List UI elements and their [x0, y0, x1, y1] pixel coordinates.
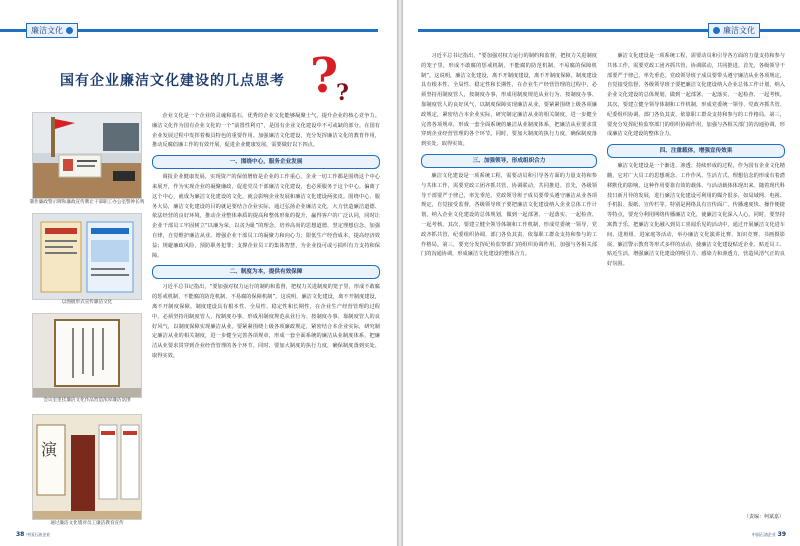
section-dot-icon — [713, 27, 720, 34]
svg-text:?: ? — [310, 48, 339, 103]
right-page-number: 39 — [777, 531, 786, 538]
photo-caption-3: 会议室里挂廉洁文化作品营造浓厚廉洁氛围 — [43, 398, 131, 403]
article-title: 国有企业廉洁文化建设的几点思考 — [60, 73, 285, 89]
section-heading-4: 四、注重载体，增强宣传效果 — [607, 144, 785, 158]
right-page — [403, 0, 800, 546]
photo-caption-2: 以图板形式宣传廉洁文化 — [61, 300, 113, 305]
left-folio — [16, 531, 50, 538]
section-heading-2: 二、制度为本，提供有效保障 — [152, 265, 380, 279]
section-body-2-continued: 习近平总书记指出，“要加强对权力运行的制约和监督，把权力关进制度的笼子里，形成不敢腐的惩戒机制、不能腐的防范机制、不易腐的保障机制”。这说明，廉洁文化建设，离不开制度建设，离不开制度保障。制度建设具有根本性、全局性、稳定性和长期性，在企业生产经营管理的过程中，必须坚持用制度管人，按制度办事，形成用制度规范从业行为、按制度办事、靠制度管人的良好风气，以制度保障实现廉洁从业。要紧紧围绕上级各项廉政规定，紧密结合本企业实际，研究制定廉洁从业的相关制度，进一步健全完善各项规章，形成一套全面系统的廉洁从业制度体系，把廉洁从业要求贯穿到企业经营管理的各个环节。同时，要加大制度的执行力度，确保制度落到实处、取得实效。 — [421, 53, 597, 148]
photo-caption-4: 通过廉洁文化墙对员工廉洁教育宣传 — [50, 521, 124, 526]
right-folio — [752, 531, 786, 538]
section-heading-3: 三、加强领导，形成组织合力 — [421, 154, 597, 168]
svg-text:演: 演 — [41, 440, 58, 459]
svg-text:?: ? — [336, 80, 349, 103]
left-folio-mark: 中国石油企业 — [26, 532, 51, 537]
left-page-header — [0, 22, 378, 39]
left-text-column — [152, 112, 380, 532]
photo-culture-wall — [32, 414, 142, 520]
section-heading-1: 一、围绕中心，服务企业发展 — [152, 155, 380, 169]
photo-calligraphy-frame — [32, 313, 142, 398]
section-body-1: 调报企业健康发展，实现资产的保值增值是企业的工作重心。企业一切工作都是围绕这个中心来展开，作为实现企业的凝聚廉政，促进党员干部廉洁文化建设，也必须服务于这个中心。偏离了这个中心，就成为廉洁文化建设的文化，就会影响企业发展和廉洁文化建设两张皮。围绕中心，服务大局，廉洁文化建设的目的就是要结合企业实际，通过弘扬企业廉洁文化，大力营造廉洁道德、依法经营的良好环境，推动企业整体素质的提高和整体形象的提升，赢得客户的广泛认同，同时让企业干部员工牢固树立“以廉为荣，以贪为耻”的理念，培养高尚的思想道德，坚定理想信念，加强自律，自觉维护廉洁从业。增强企业干部员工的凝聚力和向心力；限低生产经营成本，提高经济效益；规避廉政风险，预防职务犯罪；支撑企业员工的集体智慧，为企业投可或亏损织有力支持和保障。 — [152, 174, 380, 259]
section-label: 廉洁文化 — [31, 26, 63, 35]
question-mark-icon — [302, 48, 362, 103]
left-page-number: 38 — [16, 531, 25, 538]
photo-caption-1: 制作廉政警示牌和廉政宣传牌让干部职工办公室警钟长鸣 — [29, 200, 145, 205]
section-label-right: 廉洁文化 — [723, 26, 755, 35]
right-text-column-1 — [421, 52, 597, 530]
right-folio-mark: 中国石油企业 — [751, 532, 776, 537]
right-page-header — [418, 22, 800, 39]
photo-desk-flag — [32, 112, 142, 199]
section-body-4: 廉洁文化建设是一个渐进、渗透、持续形成的过程，作为国有企业文化精髓，它对广大员工的思想观念、工作作风、生活方式、理想信念的形成有着潜移默化的影响。这种作用要靠有效的载体、与活动载体体现出来。随着现代科技日新月异的发展，进行廉洁文化建设可利用的媒介很多，如局域网、电视、手机报、报纸、宣传栏等。特别是网络具有宣传面广、传播速度快、操作便捷等特点，要充分利用网络传播廉洁文化，使廉洁文化深入人心。同时，要坚持寓教于乐，把廉洁文化融入到员工喜闻乐见的活动中，通过开展廉洁文化进车间、进班组、进家庭等活动，举办廉洁文化演讲比赛、知识竞赛、书画摄影展、廉洁警示教育等形式多样的活动，使廉洁文化建设贴近企业、贴近员工、贴近生活，增强廉洁文化建设的吸引力、感染力和渗透力，营造风清气正的良好氛围。 — [607, 163, 785, 268]
editor-credit: （责编：柯斌嘉） — [743, 514, 784, 520]
right-text-column-2 — [607, 52, 785, 492]
section-body-2: 习近平总书记指出，“要加强对权力运行的制约和监督，把权力关进制度的笼子里，形成不敢腐的惩戒机制、不能腐的防范机制、不易腐的保障机制”。这说明，廉洁文化建设，离不开制度建设，离不开制度保障。制度建设具有根本性、全局性、稳定性和长期性，在企业生产经营管理的过程中，必须坚持用制度管人，按制度办事，形成用制度规范从业行为、按制度办事、靠制度管人的良好风气，以制度保障实现廉洁从业。要紧紧围绕上级各项廉政规定，紧密结合本企业实际，研究制定廉洁从业的相关制度，进一步健全完善各项规章，形成一套全面系统的廉洁从业制度体系，把廉洁从业要求贯穿到企业经营管理的各个环节。同时，要加大制度的执行力度，确保制度落到实处、取得实效。 — [152, 284, 380, 359]
section-body-3-continued: 廉洁文化建设是一项系统工程，需要动员和引导各方面的力量支持和参与共体工作，需要党政工团齐抓共管，协调联动，共同推进。首先，各级领导干部要严于律己，率先垂范。党政领导班子成员要带头遵守廉洁从业各项规定，自觉接受监督，各级领导班子要把廉洁文化建设纳入企业总体工作计划，纳入企业文化建设的总体规划，做到一起部署、一起落实、一起检查、一起考核。其次，要建立健全领导体制和工作机制，形成党委统一领导、党政齐抓共管、纪委组织协调、部门各负其责、依靠职工群众支持和参与的工作格局。第三，要充分发挥纪检监察部门的组织协调作用，加强与各相关部门的沟通协调，形成廉洁文化建设的整体合力。 — [607, 53, 785, 138]
intro-paragraph: 企业文化是一个企业的灵魂和基石，优秀的企业文化能够凝聚士气，提升企业的核心竞争力。廉洁文化作为国有企业文化的一个“前置性利刃”，是国有企业文化建设中不可或缺的部分。在国有企业发展过程中发挥着极具特色的重要作用。加强廉洁文化建设，充分发挥廉洁文化的教育作用，推动反腐倡廉工作的有效开展，促进企业健康发展，需要做好以下四点。 — [152, 113, 380, 149]
photo-display-boards — [32, 213, 142, 300]
section-body-3: 廉洁文化建设是一项系统工程，需要动员和引导各方面的力量支持和参与共体工作，需要党政工团齐抓共管，协调联动，共同推进。首先，各级领导干部要严于律己，率先垂范。党政领导班子成员要带头遵守廉洁从业各项规定，自觉接受监督，各级领导班子要把廉洁文化建设纳入企业总体工作计划，纳入企业文化建设的总体规划，做到一起部署、一起落实、一起检查、一起考核。其次，要建立健全领导体制和工作机制，形成党委统一领导、党政齐抓共管、纪委组织协调、部门各负其责、依靠职工群众支持和参与的工作格局。第三，要充分发挥纪检监察部门的组织协调作用，加强与各相关部门的沟通协调，形成廉洁文化建设的整体合力。 — [421, 172, 597, 258]
section-dot-icon — [66, 27, 73, 34]
left-page — [0, 0, 397, 546]
